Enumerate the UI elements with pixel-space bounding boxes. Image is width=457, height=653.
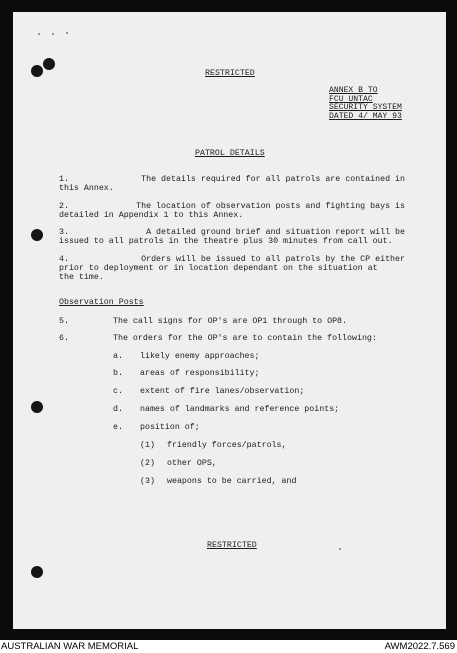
punch-hole bbox=[31, 401, 43, 413]
paragraph-line: this Annex. bbox=[59, 184, 114, 193]
punch-hole bbox=[31, 65, 43, 77]
paragraph-line: A detailed ground brief and situation report will be bbox=[146, 228, 405, 237]
speck bbox=[52, 33, 54, 35]
subsubitem-text: friendly forces/patrols, bbox=[167, 441, 287, 450]
annex-line: ANNEX B TO bbox=[329, 86, 378, 95]
subitem-text: names of landmarks and reference points; bbox=[140, 405, 340, 414]
subitem-label: c. bbox=[113, 387, 123, 396]
speck bbox=[339, 548, 341, 550]
caption-bar bbox=[0, 640, 457, 653]
paragraph-line: The details required for all patrols are contained in bbox=[141, 175, 405, 184]
classification-bottom: RESTRICTED bbox=[207, 541, 257, 550]
paragraph-line: detailed in Appendix 1 to this Annex. bbox=[59, 211, 244, 220]
paragraph-number: 3. bbox=[59, 228, 69, 237]
item-text: The call signs for OP's are OP1 through to OP8. bbox=[113, 317, 348, 326]
subitem-text: extent of fire lanes/observation; bbox=[140, 387, 305, 396]
speck bbox=[66, 32, 68, 34]
classification-top: RESTRICTED bbox=[205, 69, 255, 78]
paragraph-2 bbox=[59, 202, 405, 220]
speck bbox=[38, 33, 40, 35]
paragraph-line: Orders will be issued to all patrols by the CP either bbox=[141, 255, 405, 264]
subsubitem-label: (2) bbox=[140, 459, 155, 468]
subsubitem-text: other OPS, bbox=[167, 459, 217, 468]
paragraph-number: 4. bbox=[59, 255, 69, 264]
item-number: 5. bbox=[59, 317, 69, 326]
punch-hole bbox=[43, 58, 55, 70]
subitem-text: position of; bbox=[140, 423, 200, 432]
paragraph-line: issued to all patrols in the theatre plus 30 minutes from call out. bbox=[59, 237, 393, 246]
subitem-text: likely enemy approaches; bbox=[140, 352, 260, 361]
paragraph-4 bbox=[59, 255, 405, 282]
item-text: The orders for the OP's are to contain the following: bbox=[113, 334, 377, 343]
paragraph-line: prior to deployment or in location dependant on the situation at bbox=[59, 264, 378, 273]
paragraph-number: 1. bbox=[59, 175, 69, 184]
subitem-label: b. bbox=[113, 369, 123, 378]
paragraph-line: The location of observation posts and fighting bays is bbox=[136, 202, 405, 211]
annex-reference bbox=[329, 87, 402, 121]
annex-line: DATED 4/ MAY 93 bbox=[329, 111, 402, 121]
document-title: PATROL DETAILS bbox=[195, 149, 265, 158]
section-heading: Observation Posts bbox=[59, 298, 144, 307]
item-number: 6. bbox=[59, 334, 69, 343]
punch-hole bbox=[31, 566, 43, 578]
subitem-label: d. bbox=[113, 405, 123, 414]
subsubitem-text: weapons to be carried, and bbox=[167, 477, 297, 486]
paragraph-1 bbox=[59, 175, 405, 193]
institution-label: AUSTRALIAN WAR MEMORIAL bbox=[1, 641, 139, 652]
annex-line: SECURITY SYSTEM bbox=[329, 103, 402, 113]
subsubitem-label: (3) bbox=[140, 477, 155, 486]
paragraph-3 bbox=[59, 228, 405, 246]
subitem-text: areas of responsibility; bbox=[140, 369, 260, 378]
punch-hole bbox=[31, 229, 43, 241]
subitem-label: e. bbox=[113, 423, 123, 432]
subitem-label: a. bbox=[113, 352, 123, 361]
annex-line: FCU UNTAC bbox=[329, 94, 373, 104]
reference-number: AWM2022.7.569 bbox=[384, 641, 455, 652]
paragraph-number: 2. bbox=[59, 202, 69, 211]
paragraph-line: the time. bbox=[59, 273, 104, 282]
subsubitem-label: (1) bbox=[140, 441, 155, 450]
